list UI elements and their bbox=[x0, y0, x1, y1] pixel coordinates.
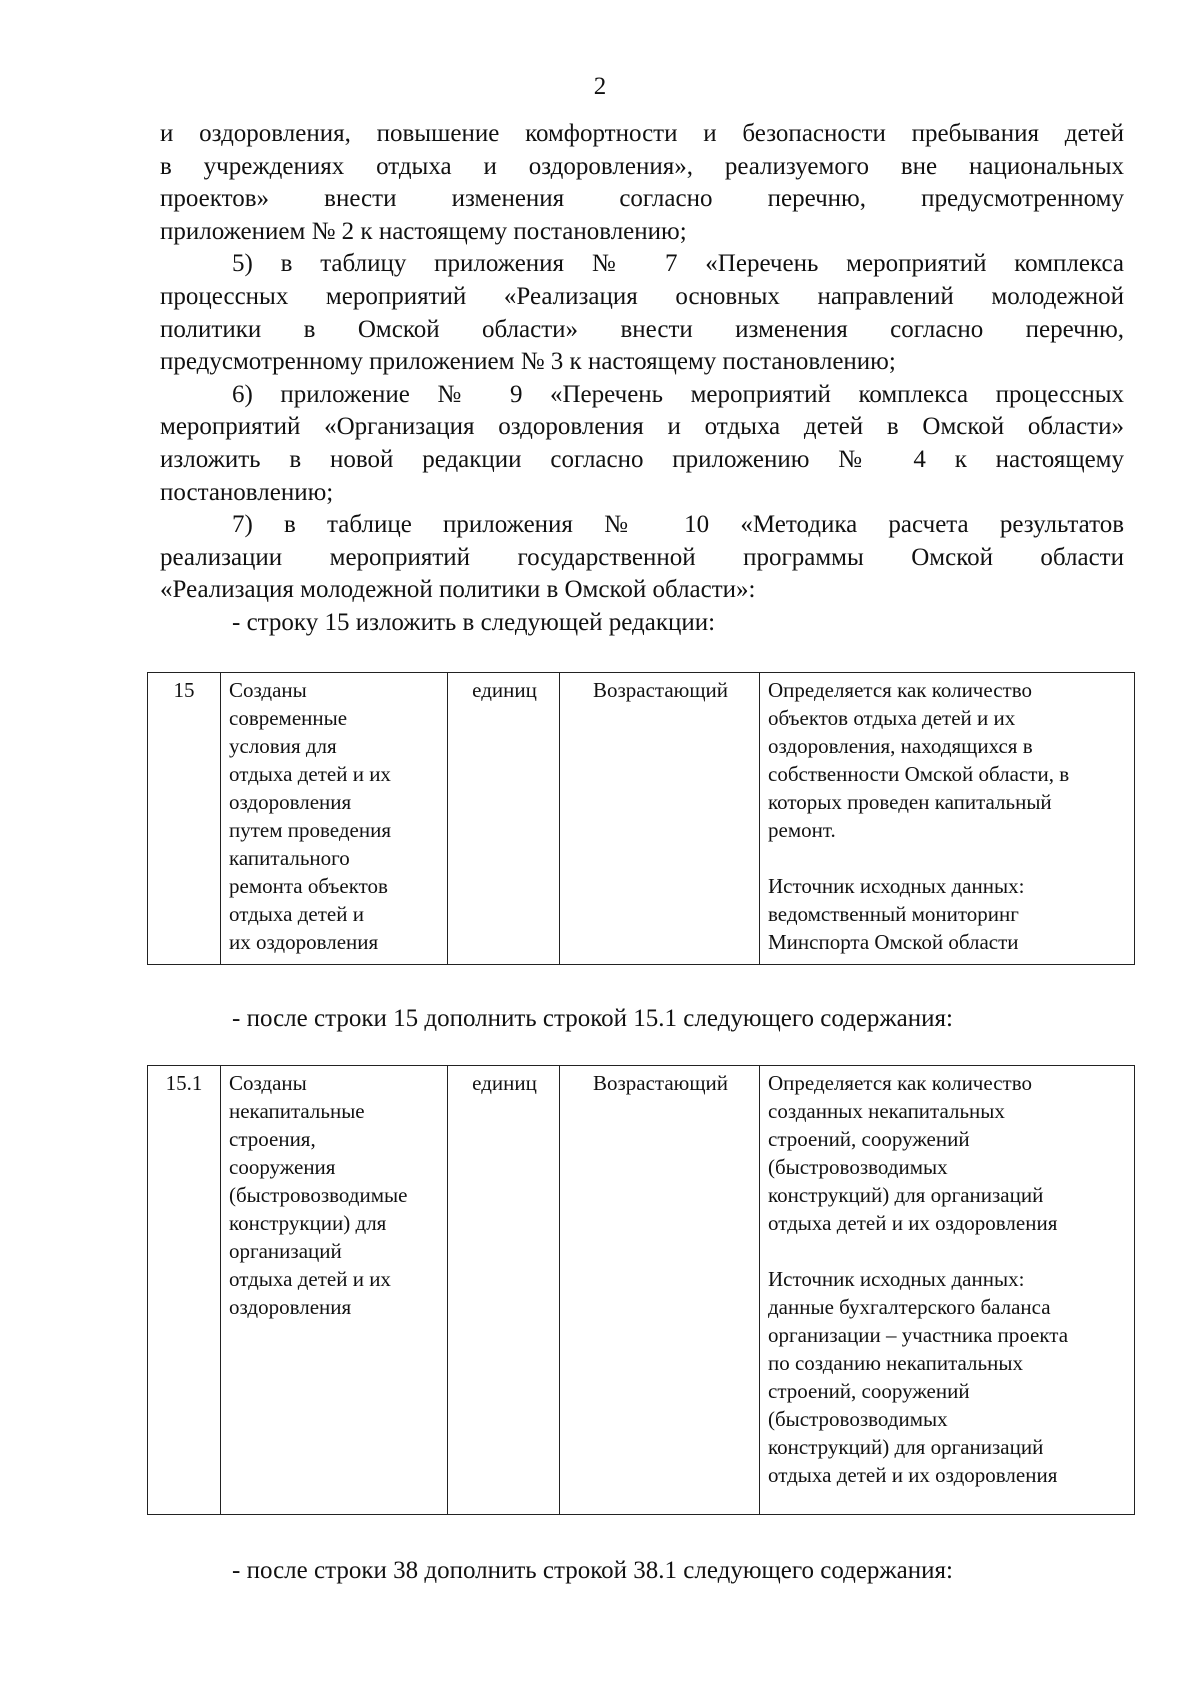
result-name-cell bbox=[221, 1066, 448, 1515]
body-line: и оздоровления, повышение комфортности и безопасности пребывания детей bbox=[160, 120, 1124, 147]
source-line: конструкций) для организаций bbox=[768, 1435, 1044, 1459]
body-paragraphs bbox=[160, 118, 1124, 607]
body-line: приложением № 2 к настоящему постановлению; bbox=[160, 217, 687, 245]
method-line: собственности Омской области, в bbox=[768, 762, 1070, 786]
method-line: объектов отдыха детей и их bbox=[768, 706, 1016, 730]
result-name-line: оздоровления bbox=[229, 1295, 352, 1319]
body-line: «Реализация молодежной политики в Омской области»: bbox=[160, 576, 756, 604]
method-line: оздоровления, находящихся в bbox=[768, 734, 1033, 758]
unit-cell: единиц bbox=[448, 673, 560, 965]
body-line: процессных мероприятий «Реализация основных направлений молодежной bbox=[160, 282, 1124, 310]
unit-cell: единиц bbox=[448, 1066, 560, 1515]
source-line: Минспорта Омской области bbox=[768, 930, 1019, 954]
result-name-line: сооружения bbox=[229, 1155, 336, 1179]
body-line: проектов» внести изменения согласно перечню, предусмотренному bbox=[160, 185, 1124, 213]
table-row bbox=[148, 1066, 1135, 1515]
row-number: 15 bbox=[148, 673, 221, 965]
result-name-line: конструкции) для bbox=[229, 1211, 387, 1235]
table-row bbox=[148, 673, 1135, 965]
method-line: (быстровозводимых bbox=[768, 1155, 948, 1179]
method-cell bbox=[760, 673, 1135, 965]
body-line: предусмотренному приложением № 3 к настоящему постановлению; bbox=[160, 348, 896, 376]
row-number: 15.1 bbox=[148, 1066, 221, 1515]
method-line: созданных некапитальных bbox=[768, 1099, 1005, 1123]
method-line: которых проведен капитальный bbox=[768, 790, 1052, 814]
method-line: Определяется как количество bbox=[768, 1071, 1032, 1095]
body-line: в учреждениях отдыха и оздоровления», реализуемого вне национальных bbox=[160, 152, 1124, 180]
result-name-line: их оздоровления bbox=[229, 930, 379, 954]
result-name-line: путем проведения bbox=[229, 818, 391, 842]
cell-spacer bbox=[768, 1237, 1128, 1265]
body-line: 7) в таблице приложения № 10 «Методика расчета результатов bbox=[232, 511, 1124, 539]
trend-cell: Возрастающий bbox=[560, 1066, 760, 1515]
result-name-line: Созданы bbox=[229, 1071, 307, 1095]
body-line: 6) приложение № 9 «Перечень мероприятий комплекса процессных bbox=[232, 380, 1124, 408]
source-line: ведомственный мониторинг bbox=[768, 902, 1019, 926]
result-name-line: организаций bbox=[229, 1239, 342, 1263]
method-line: строений, сооружений bbox=[768, 1127, 970, 1151]
result-name-line: отдыха детей и их bbox=[229, 1267, 391, 1291]
instruction-row-38-1: - после строки 38 дополнить строкой 38.1 следующего содержания: bbox=[232, 1557, 953, 1584]
source-line: данные бухгалтерского баланса bbox=[768, 1295, 1051, 1319]
result-name-line: строения, bbox=[229, 1127, 316, 1151]
table-row-15 bbox=[147, 672, 1135, 965]
source-line: Источник исходных данных: bbox=[768, 1267, 1025, 1291]
method-cell bbox=[760, 1066, 1135, 1515]
result-name-line: некапитальные bbox=[229, 1099, 365, 1123]
result-name-line: (быстровозводимые bbox=[229, 1183, 408, 1207]
method-line: отдыха детей и их оздоровления bbox=[768, 1211, 1058, 1235]
method-line: конструкций) для организаций bbox=[768, 1183, 1044, 1207]
source-line: отдыха детей и их оздоровления bbox=[768, 1463, 1058, 1487]
cell-spacer bbox=[768, 844, 1128, 872]
source-line: Источник исходных данных: bbox=[768, 874, 1025, 898]
body-line: постановлению; bbox=[160, 478, 334, 506]
result-name-line: отдыха детей и их bbox=[229, 762, 391, 786]
method-line: ремонт. bbox=[768, 818, 836, 842]
body-line: изложить в новой редакции согласно приложению № 4 к настоящему bbox=[160, 445, 1124, 473]
page-number: 2 bbox=[593, 73, 607, 100]
source-line: по созданию некапитальных bbox=[768, 1351, 1023, 1375]
result-name-line: современные bbox=[229, 706, 348, 730]
result-name-line: Созданы bbox=[229, 678, 307, 702]
body-line: политики в Омской области» внести изменения согласно перечню, bbox=[160, 315, 1124, 343]
body-line: 5) в таблицу приложения № 7 «Перечень мероприятий комплекса bbox=[232, 250, 1124, 278]
table-row-15-1 bbox=[147, 1065, 1135, 1515]
result-name-line: капитального bbox=[229, 846, 350, 870]
source-line: организации – участника проекта bbox=[768, 1323, 1069, 1347]
method-line: Определяется как количество bbox=[768, 678, 1032, 702]
result-name-line: отдыха детей и bbox=[229, 902, 364, 926]
result-name-line: ремонта объектов bbox=[229, 874, 388, 898]
body-line: реализации мероприятий государственной программы Омской области bbox=[160, 543, 1124, 571]
result-name-cell bbox=[221, 673, 448, 965]
source-line: строений, сооружений bbox=[768, 1379, 970, 1403]
source-line: (быстровозводимых bbox=[768, 1407, 948, 1431]
result-name-line: оздоровления bbox=[229, 790, 352, 814]
instruction-row-15-1: - после строки 15 дополнить строкой 15.1 следующего содержания: bbox=[232, 1005, 953, 1032]
body-line: мероприятий «Организация оздоровления и отдыха детей в Омской области» bbox=[160, 413, 1124, 441]
instruction-row-15: - строку 15 изложить в следующей редакции: bbox=[232, 609, 716, 636]
trend-cell: Возрастающий bbox=[560, 673, 760, 965]
result-name-line: условия для bbox=[229, 734, 337, 758]
